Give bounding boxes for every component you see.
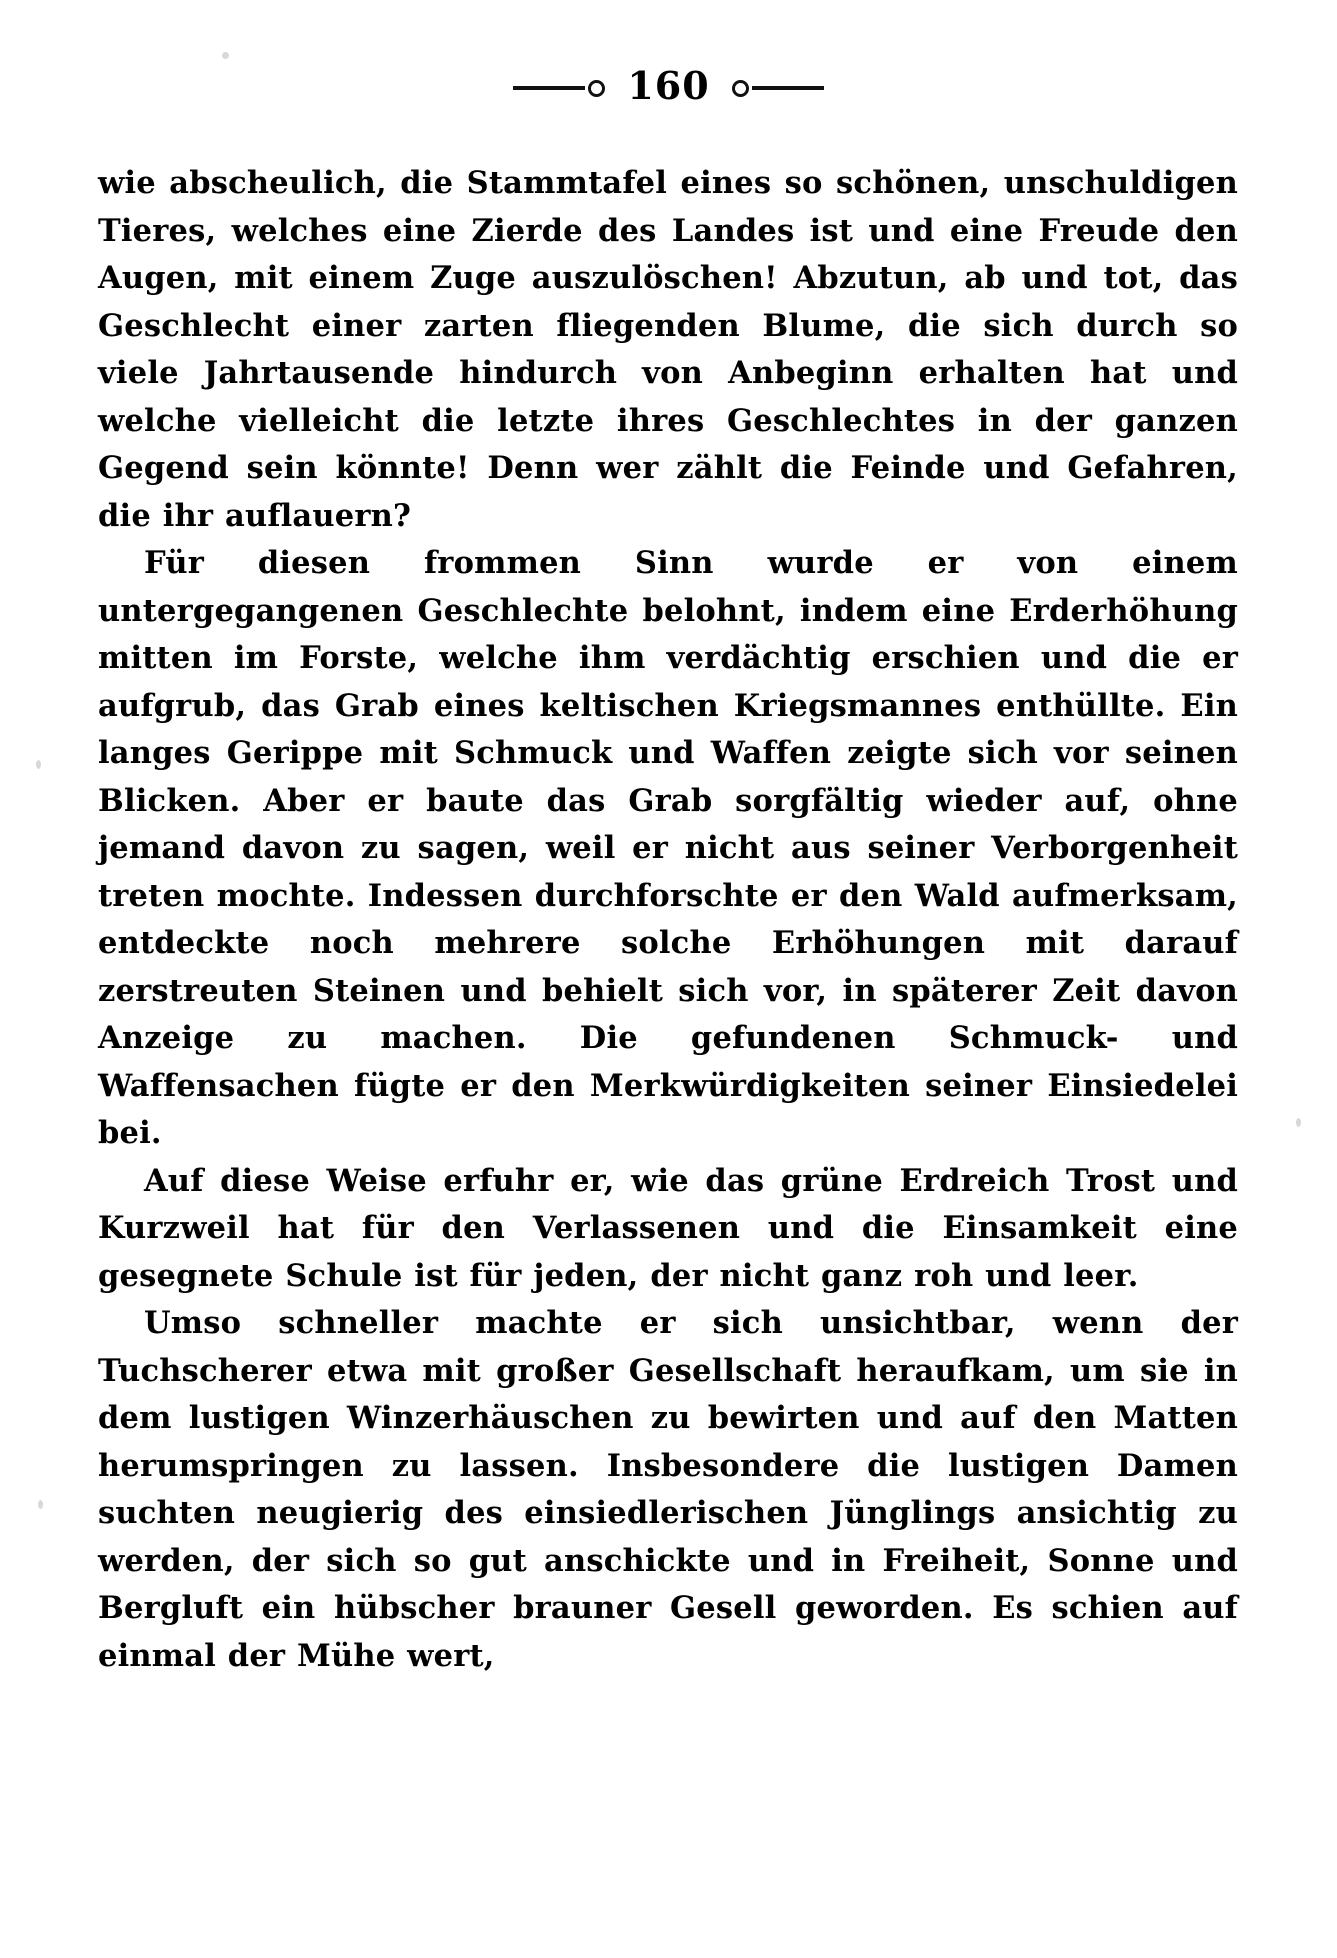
paragraph: Umso schneller machte er sich unsichtbar, wenn der Tuchscherer etwa mit großer Gesellschaft heraufkam, um sie in dem lustigen Winzerhäuschen zu bewirten und auf den Matten herumspringen zu lassen. Insbesondere die lustigen Damen suchten neugierig des einsiedlerischen Jünglings ansichtig zu werden, der sich so gut anschickte und in Freiheit, Sonne und Bergluft ein hübscher brauner Gesell geworden. Es schien auf einmal der Mühe wert, (98, 1305, 1238, 1674)
paragraph: wie abscheulich, die Stammtafel eines so schönen, unschuldigen Tieres, welches eine Zierde des Landes ist und eine Freude den Augen, mit einem Zuge auszulöschen! Abzutun, ab und tot, das Geschlecht einer zarten fliegenden Blume, die sich durch so viele Jahrtausende hindurch von Anbeginn erhalten hat und welche vielleicht die letzte ihres Geschlechtes in der ganzen Gegend sein könnte! Denn wer zählt die Feinde und Gefahren, die ihr auflauern? (98, 165, 1238, 534)
scan-speck (36, 760, 41, 769)
ornament-left-icon (513, 80, 605, 97)
paragraph: Auf diese Weise erfuhr er, wie das grüne Erdreich Trost und Kurzweil hat für den Verlassenen und die Einsamkeit eine gesegnete Schule ist für jeden, der nicht ganz roh und leer. (98, 1162, 1238, 1294)
scan-speck (38, 1500, 43, 1509)
scan-speck (222, 52, 229, 59)
page-number: 160 (627, 63, 710, 108)
body-text (98, 160, 1238, 1680)
scan-speck (1296, 1118, 1301, 1127)
page-header (0, 62, 1337, 114)
paragraph: Für diesen frommen Sinn wurde er von einem untergegangenen Geschlechte belohnt, indem eine Erderhöhung mitten im Forste, welche ihm verdächtig erschien und die er aufgrub, das Grab eines keltischen Kriegsmannes enthüllte. Ein langes Gerippe mit Schmuck und Waffen zeigte sich vor seinen Blicken. Aber er baute das Grab sorgfältig wieder auf, ohne jemand davon zu sagen, weil er nicht aus seiner Verborgenheit treten mochte. Indessen durchforschte er den Wald aufmerksam, entdeckte noch mehrere solche Erhöhungen mit darauf zerstreuten Steinen und behielt sich vor, in späterer Zeit davon Anzeige zu machen. Die gefundenen Schmuck- und Waffensachen fügte er den Merkwürdigkeiten seiner Einsiedelei bei. (98, 545, 1238, 1151)
ornament-right-icon (732, 80, 824, 97)
